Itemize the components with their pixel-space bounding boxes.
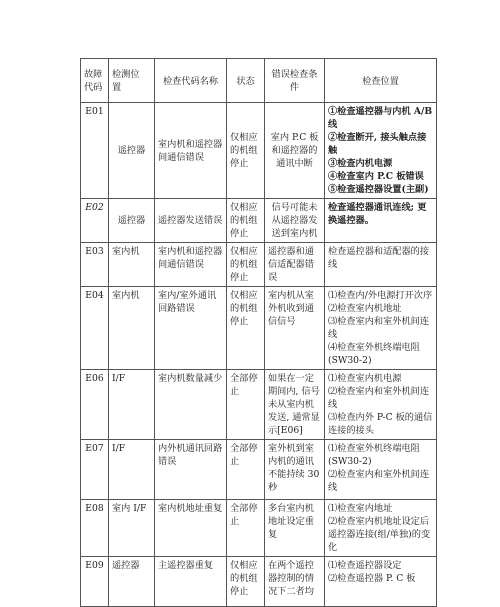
row-check bbox=[325, 199, 437, 243]
check-line: ①检查遥控器与内机 A/B 线 bbox=[328, 106, 433, 130]
row-check bbox=[325, 287, 437, 370]
check-line: ⑴检查内/外电源打开次序 bbox=[328, 290, 433, 301]
header-name: 检查代码名称 bbox=[155, 59, 227, 103]
header-check: 检查位置 bbox=[325, 59, 437, 103]
check-line: (SW30-2) bbox=[328, 456, 372, 467]
row-state: 仅相应的机组停止 bbox=[227, 243, 265, 287]
row-code: E04 bbox=[81, 287, 109, 370]
row-name: 室内/室外通讯回路错误 bbox=[155, 287, 227, 370]
row-location: 遥控器 bbox=[109, 199, 155, 243]
check-line: ⑵检查室内机地址 bbox=[328, 303, 402, 314]
row-condition: 在两个遥控器控制的情况下二者均 bbox=[265, 557, 325, 607]
row-code: E09 bbox=[81, 557, 109, 607]
table-row bbox=[81, 370, 437, 440]
check-line: ⑵检查室内和室外机间连线 bbox=[328, 469, 430, 493]
row-location: 遥控器 bbox=[109, 103, 155, 199]
row-state: 仅相应的机组停止 bbox=[227, 557, 265, 607]
row-state: 全部停止 bbox=[227, 440, 265, 500]
check-line: ⑶检查室内和室外机间连线 bbox=[328, 316, 430, 340]
row-name: 遥控器发送错误 bbox=[155, 199, 227, 243]
fault-code-table bbox=[80, 58, 437, 607]
table-row bbox=[81, 500, 437, 557]
row-location: 室内 I/F bbox=[109, 500, 155, 557]
row-name: 内外机通讯回路错误 bbox=[155, 440, 227, 500]
header-condition: 错误检查条件 bbox=[265, 59, 325, 103]
header-location: 检测位 置 bbox=[109, 59, 155, 103]
row-state: 全部停止 bbox=[227, 370, 265, 440]
row-check bbox=[325, 103, 437, 199]
check-line: ④检查室内 P.C 板错误 bbox=[328, 171, 424, 182]
check-line: (SW30-2) bbox=[328, 355, 372, 366]
row-check bbox=[325, 243, 437, 287]
table-row bbox=[81, 287, 437, 370]
table-row bbox=[81, 243, 437, 287]
row-condition: 室内 P.C 板和遥控器的通讯中断 bbox=[265, 103, 325, 199]
row-condition: 室内机从室外机收到通信信号 bbox=[265, 287, 325, 370]
check-line: ⑴检查室外机终端电阻 bbox=[328, 443, 420, 454]
row-condition: 遥控器和通信适配器错误 bbox=[265, 243, 325, 287]
row-code: E07 bbox=[81, 440, 109, 500]
row-code: E02 bbox=[81, 199, 109, 243]
row-location: 室内机 bbox=[109, 287, 155, 370]
row-check bbox=[325, 557, 437, 607]
row-condition: 室外机到室内机的通讯不能持续 30 秒 bbox=[265, 440, 325, 500]
check-line: ⑴检查室内地址 bbox=[328, 503, 393, 514]
row-check bbox=[325, 370, 437, 440]
row-state: 仅相应的机组停止 bbox=[227, 199, 265, 243]
row-name: 室内机和遥控器间通信错误 bbox=[155, 243, 227, 287]
header-code: 故障 代码 bbox=[81, 59, 109, 103]
row-name: 室内机和遥控器间通信错误 bbox=[155, 103, 227, 199]
row-code: E03 bbox=[81, 243, 109, 287]
row-check bbox=[325, 500, 437, 557]
row-location: 室内机 bbox=[109, 243, 155, 287]
row-check bbox=[325, 440, 437, 500]
check-line: ⑷检查室外机终端电阻 bbox=[328, 342, 420, 353]
row-condition: 信号可能未从遥控器发送到室内机 bbox=[265, 199, 325, 243]
row-name: 室内机地址重复 bbox=[155, 500, 227, 557]
table-header-row bbox=[81, 59, 437, 103]
row-location: I/F bbox=[109, 440, 155, 500]
check-line: ⑶检查内外 P-C 板的通信连接的接头 bbox=[328, 412, 433, 436]
check-line: ②检查断开, 接头触点接触 bbox=[328, 132, 427, 156]
check-line: ⑴检查室内机电源 bbox=[328, 373, 402, 384]
row-condition: 多台室内机地址设定重复 bbox=[265, 500, 325, 557]
row-name: 主遥控器重复 bbox=[155, 557, 227, 607]
row-name: 室内机数量减少 bbox=[155, 370, 227, 440]
table-row bbox=[81, 103, 437, 199]
check-line: 检查遥控器和适配器的接线 bbox=[328, 246, 430, 270]
row-code: E08 bbox=[81, 500, 109, 557]
row-code: E01 bbox=[81, 103, 109, 199]
check-line: ⑤检查遥控器设置(主副) bbox=[328, 184, 429, 195]
check-line: ③检查内机电源 bbox=[328, 158, 393, 169]
row-location: I/F bbox=[109, 370, 155, 440]
row-state: 全部停止 bbox=[227, 500, 265, 557]
check-line: 检查遥控器通讯连线; 更换遥控器。 bbox=[328, 202, 427, 226]
row-condition: 如果在一定期间内, 信号未从室内机发送, 通常显示[E06] bbox=[265, 370, 325, 440]
check-line: ⑴检查遥控器设定 bbox=[328, 560, 402, 571]
check-line: ⑵检查室内机地址设定后遥控器连接(组/单独)的变化 bbox=[328, 516, 431, 553]
row-state: 仅相应的机组停止 bbox=[227, 103, 265, 199]
row-state: 仅相应的机组停止 bbox=[227, 287, 265, 370]
table-row bbox=[81, 440, 437, 500]
check-line: ⑵检查遥控器 P. C 板 bbox=[328, 573, 416, 584]
table-row bbox=[81, 557, 437, 607]
row-code: E06 bbox=[81, 370, 109, 440]
check-line: ⑵检查室内和室外机间连线 bbox=[328, 386, 430, 410]
table-row bbox=[81, 199, 437, 243]
header-state: 状态 bbox=[227, 59, 265, 103]
row-location: 遥控器 bbox=[109, 557, 155, 607]
